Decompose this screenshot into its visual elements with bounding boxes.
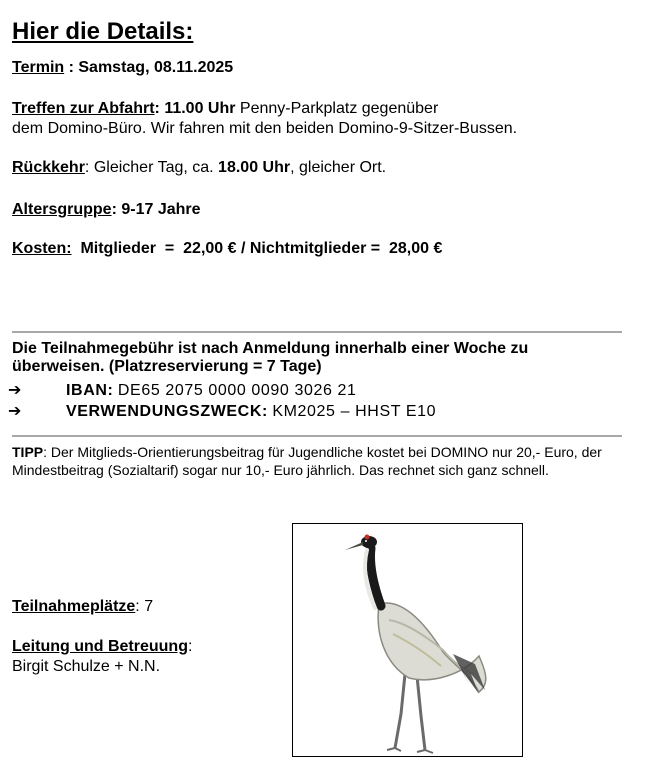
iban-label: IBAN: [66,382,114,399]
crane-illustration [292,523,523,757]
rueckkehr-time: 18.00 Uhr [218,159,291,176]
rueckkehr-post: , gleicher Ort. [290,159,387,176]
zweck-value: KM2025 – HHST E10 [272,403,437,420]
rueckkehr-row: Rückkehr: Gleicher Tag, ca. 18.00 Uhr, gleicher Ort. [12,159,387,176]
payment-note [12,340,612,376]
treffen-line2: dem Domino-Büro. Wir fahren mit den beiden Domino-9-Sitzer-Bussen. [12,120,518,137]
leitung-label-row: Leitung und Betreuung: [12,638,193,655]
arrow-icon: ➔ [8,380,22,399]
iban-value: DE65 2075 0000 0090 3026 21 [117,382,357,399]
termin-row [12,58,233,78]
payment-note-line2: überweisen. (Platzreservierung = 7 Tage) [12,358,322,375]
treffen-place: Penny-Parkplatz gegenüber [239,100,439,117]
tipp-label: TIPP [12,444,44,460]
divider-top [12,331,622,333]
alter-label: Altersgruppe [12,201,112,218]
payment-note-line1: Die Teilnahmegebühr ist nach Anmeldung innerhalb einer Woche zu [12,340,529,357]
divider-bottom [12,435,622,437]
page-title: Hier die Details: [12,18,194,45]
treffen-time: 11.00 Uhr [164,100,236,117]
plaetze-value: 7 [144,598,154,615]
zweck-label: VERWENDUNGSZWECK: [66,403,268,420]
treffen-row: Treffen zur Abfahrt: 11.00 Uhr Penny-Parkplatz gegenüber [12,100,439,117]
rueckkehr-label: Rückkehr [12,159,85,176]
leitung-label: Leitung und Betreuung [12,638,188,655]
alter-value: 9-17 Jahre [121,201,201,218]
arrow-icon: ➔ [8,401,22,420]
termin-separator: : [64,59,79,76]
kosten-value: Mitglieder = 22,00 € / Nichtmitglieder = 28,00 € [80,240,443,257]
tipp-text: : Der Mitglieds-Orientierungsbeitrag für Jugendliche kostet bei DOMINO nur 20,- Euro, der Mindestbeitrag (Sozialtarif) sogar nur 10,- Euro jährlich. Das rechnet sich ganz schnell. [12,444,602,478]
crane-icon [293,524,522,756]
iban-row [8,380,357,401]
plaetze-row: Teilnahmeplätze: 7 [12,598,154,615]
tipp-box [12,443,612,479]
leitung-value: Birgit Schulze + N.N. [12,658,161,675]
treffen-label: Treffen zur Abfahrt [12,100,155,117]
rueckkehr-pre: Gleicher Tag, ca. [93,159,214,176]
kosten-label: Kosten: [12,240,72,257]
kosten-row [12,239,442,259]
plaetze-label: Teilnahmeplätze [12,598,136,615]
zweck-row [8,401,436,422]
alter-row: Altersgruppe: 9-17 Jahre [12,201,201,218]
termin-value: Samstag, 08.11.2025 [78,59,234,76]
termin-label: Termin [12,59,65,76]
